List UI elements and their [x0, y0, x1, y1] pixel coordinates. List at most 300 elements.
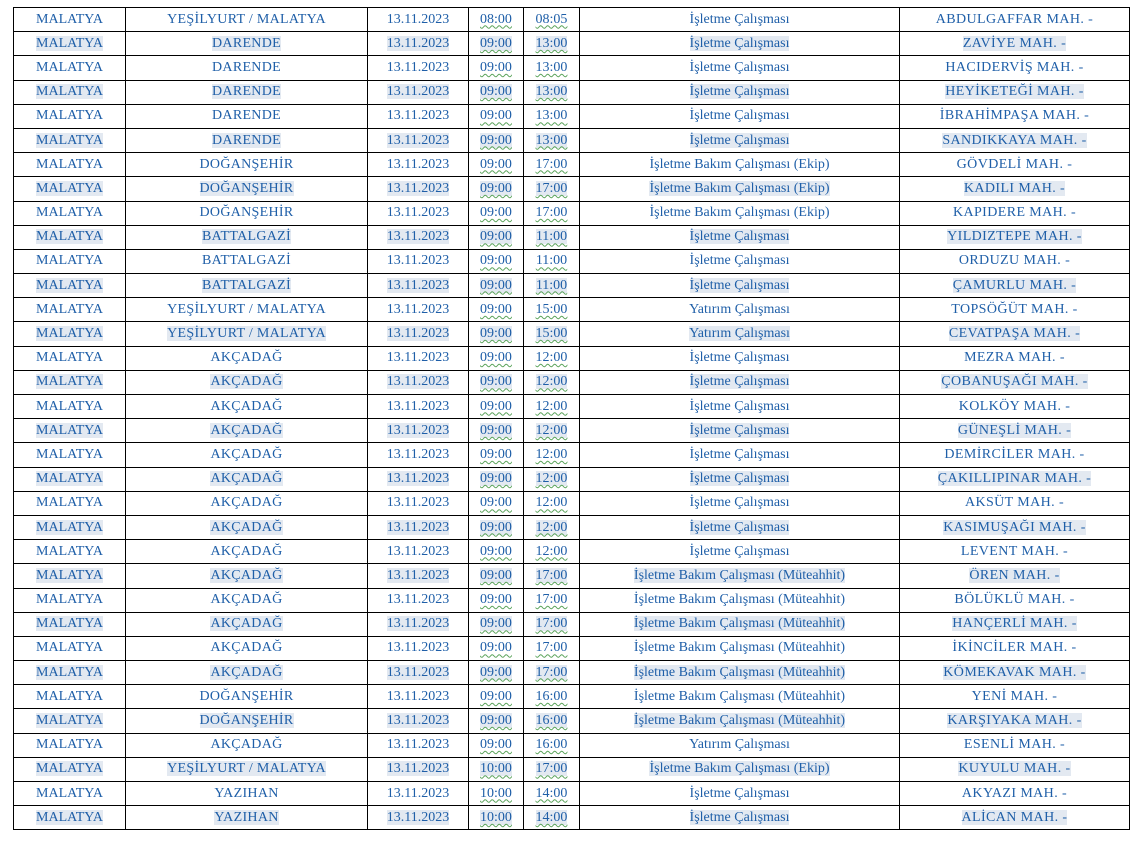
district-cell: [126, 346, 368, 370]
work-type-cell-text: İşletme Çalışması: [689, 398, 790, 414]
neighborhood-cell-text: İKİNCİLER MAH. -: [952, 640, 1077, 656]
city-cell-text: MALATYA: [36, 156, 103, 172]
work-type-cell: [580, 540, 900, 564]
neighborhood-cell: [900, 443, 1130, 467]
start-time-cell: [469, 298, 524, 322]
neighborhood-cell: [900, 322, 1130, 346]
date-cell: [368, 443, 469, 467]
neighborhood-cell-text: KARŞIYAKA MAH. -: [947, 713, 1082, 729]
date-cell: [368, 298, 469, 322]
table-row: [14, 467, 1130, 491]
city-cell: [14, 588, 126, 612]
city-cell: [14, 540, 126, 564]
end-time-cell: [524, 32, 580, 56]
end-time-cell-text: 14:00: [535, 785, 568, 801]
date-cell-text: 13.11.2023: [386, 180, 450, 196]
district-cell: [126, 128, 368, 152]
end-time-cell: [524, 395, 580, 419]
end-time-cell-text: 12:00: [535, 422, 568, 438]
district-cell-text: DARENDE: [212, 108, 281, 124]
work-type-cell-text: Yatırım Çalışması: [689, 326, 790, 342]
neighborhood-cell-text: ABDULGAFFAR MAH. -: [935, 11, 1094, 27]
table-row: [14, 201, 1130, 225]
table-row: [14, 56, 1130, 80]
work-type-cell: [580, 128, 900, 152]
end-time-cell-text: 11:00: [535, 277, 568, 293]
end-time-cell: [524, 540, 580, 564]
city-cell: [14, 177, 126, 201]
city-cell-text: MALATYA: [36, 543, 103, 559]
start-time-cell-text: 09:00: [480, 471, 512, 487]
district-cell: [126, 491, 368, 515]
end-time-cell: [524, 685, 580, 709]
work-type-cell: [580, 782, 900, 806]
date-cell: [368, 177, 469, 201]
start-time-cell: [469, 491, 524, 515]
district-cell: [126, 806, 368, 830]
table-row: [14, 128, 1130, 152]
start-time-cell: [469, 467, 524, 491]
district-cell: [126, 177, 368, 201]
end-time-cell: [524, 201, 580, 225]
work-type-cell-text: İşletme Çalışması: [689, 374, 790, 390]
start-time-cell-text: 09:00: [480, 326, 512, 342]
city-cell: [14, 346, 126, 370]
district-cell-text: AKÇADAĞ: [210, 737, 283, 753]
end-time-cell: [524, 443, 580, 467]
district-cell: [126, 782, 368, 806]
end-time-cell-text: 12:00: [535, 398, 568, 414]
end-time-cell: [524, 782, 580, 806]
work-type-cell-text: İşletme Çalışması: [689, 229, 790, 245]
work-type-cell-text: İşletme Bakım Çalışması (Müteahhit): [633, 640, 846, 656]
start-time-cell-text: 09:00: [480, 277, 512, 293]
start-time-cell-text: 09:00: [480, 398, 512, 414]
table-row: [14, 249, 1130, 273]
work-type-cell-text: İşletme Çalışması: [689, 495, 790, 511]
neighborhood-cell-text: KOLKÖY MAH. -: [958, 398, 1071, 414]
work-type-cell-text: İşletme Çalışması: [689, 35, 790, 51]
neighborhood-cell: [900, 32, 1130, 56]
date-cell-text: 13.11.2023: [386, 616, 450, 632]
date-cell-text: 13.11.2023: [386, 301, 450, 317]
start-time-cell: [469, 588, 524, 612]
district-cell: [126, 32, 368, 56]
district-cell-text: AKÇADAĞ: [210, 664, 283, 680]
city-cell-text: MALATYA: [36, 664, 103, 680]
neighborhood-cell-text: ORDUZU MAH. -: [958, 253, 1071, 269]
table-row: [14, 757, 1130, 781]
start-time-cell-text: 09:00: [480, 180, 512, 196]
date-cell: [368, 564, 469, 588]
start-time-cell: [469, 249, 524, 273]
work-type-cell: [580, 564, 900, 588]
table-row: [14, 274, 1130, 298]
date-cell-text: 13.11.2023: [386, 761, 450, 777]
neighborhood-cell-text: YILDIZTEPE MAH. -: [947, 229, 1082, 245]
work-type-cell: [580, 32, 900, 56]
city-cell-text: MALATYA: [36, 326, 103, 342]
district-cell-text: DOĞANŞEHİR: [199, 156, 294, 172]
date-cell: [368, 491, 469, 515]
end-time-cell-text: 12:00: [535, 471, 568, 487]
table-row: [14, 225, 1130, 249]
date-cell: [368, 515, 469, 539]
work-type-cell-text: İşletme Bakım Çalışması (Ekip): [649, 761, 830, 777]
work-type-cell-text: İşletme Çalışması: [689, 350, 790, 366]
date-cell-text: 13.11.2023: [386, 471, 450, 487]
end-time-cell-text: 17:00: [535, 156, 568, 172]
city-cell: [14, 370, 126, 394]
date-cell: [368, 757, 469, 781]
city-cell: [14, 298, 126, 322]
end-time-cell-text: 16:00: [535, 737, 568, 753]
end-time-cell-text: 12:00: [535, 519, 568, 535]
district-cell: [126, 419, 368, 443]
end-time-cell: [524, 225, 580, 249]
city-cell: [14, 225, 126, 249]
start-time-cell-text: 09:00: [480, 253, 512, 269]
start-time-cell-text: 10:00: [480, 809, 512, 825]
district-cell-text: DOĞANŞEHİR: [199, 180, 294, 196]
district-cell: [126, 8, 368, 32]
date-cell-text: 13.11.2023: [386, 156, 450, 172]
work-type-cell-text: İşletme Bakım Çalışması (Müteahhit): [633, 592, 846, 608]
start-time-cell: [469, 225, 524, 249]
city-cell-text: MALATYA: [36, 471, 103, 487]
date-cell: [368, 370, 469, 394]
city-cell: [14, 636, 126, 660]
date-cell: [368, 419, 469, 443]
neighborhood-cell-text: KUYULU MAH. -: [958, 761, 1071, 777]
work-type-cell: [580, 298, 900, 322]
table-row: [14, 636, 1130, 660]
neighborhood-cell: [900, 80, 1130, 104]
date-cell: [368, 153, 469, 177]
start-time-cell: [469, 612, 524, 636]
work-type-cell-text: İşletme Çalışması: [689, 11, 790, 27]
district-cell: [126, 588, 368, 612]
city-cell: [14, 201, 126, 225]
work-type-cell-text: İşletme Çalışması: [689, 543, 790, 559]
city-cell-text: MALATYA: [36, 253, 103, 269]
end-time-cell-text: 15:00: [535, 301, 568, 317]
date-cell: [368, 661, 469, 685]
district-cell-text: DARENDE: [212, 59, 281, 75]
district-cell-text: AKÇADAĞ: [210, 592, 283, 608]
neighborhood-cell: [900, 395, 1130, 419]
start-time-cell: [469, 636, 524, 660]
outage-table: [13, 7, 1130, 830]
end-time-cell: [524, 491, 580, 515]
table-row: [14, 395, 1130, 419]
district-cell: [126, 661, 368, 685]
table-row: [14, 709, 1130, 733]
district-cell-text: AKÇADAĞ: [210, 446, 283, 462]
work-type-cell: [580, 661, 900, 685]
end-time-cell: [524, 177, 580, 201]
neighborhood-cell: [900, 782, 1130, 806]
date-cell-text: 13.11.2023: [386, 785, 450, 801]
date-cell-text: 13.11.2023: [386, 519, 450, 535]
end-time-cell-text: 17:00: [535, 664, 568, 680]
end-time-cell: [524, 153, 580, 177]
end-time-cell: [524, 346, 580, 370]
work-type-cell: [580, 153, 900, 177]
city-cell-text: MALATYA: [36, 761, 103, 777]
district-cell: [126, 322, 368, 346]
neighborhood-cell: [900, 806, 1130, 830]
table-row: [14, 540, 1130, 564]
district-cell-text: AKÇADAĞ: [210, 350, 283, 366]
date-cell-text: 13.11.2023: [386, 35, 450, 51]
district-cell-text: AKÇADAĞ: [210, 495, 283, 511]
work-type-cell: [580, 201, 900, 225]
district-cell-text: YEŞİLYURT / MALATYA: [167, 301, 326, 317]
city-cell: [14, 806, 126, 830]
city-cell: [14, 443, 126, 467]
work-type-cell-text: İşletme Bakım Çalışması (Müteahhit): [633, 567, 846, 583]
neighborhood-cell-text: ZAVİYE MAH. -: [962, 35, 1067, 51]
city-cell: [14, 515, 126, 539]
neighborhood-cell: [900, 419, 1130, 443]
district-cell: [126, 540, 368, 564]
table-row: [14, 153, 1130, 177]
work-type-cell: [580, 346, 900, 370]
start-time-cell-text: 09:00: [480, 688, 512, 704]
district-cell: [126, 757, 368, 781]
date-cell: [368, 733, 469, 757]
end-time-cell: [524, 757, 580, 781]
end-time-cell-text: 13:00: [535, 132, 568, 148]
work-type-cell-text: İşletme Çalışması: [689, 422, 790, 438]
district-cell-text: AKÇADAĞ: [210, 519, 283, 535]
work-type-cell-text: İşletme Çalışması: [689, 84, 790, 100]
start-time-cell-text: 09:00: [480, 616, 512, 632]
city-cell: [14, 782, 126, 806]
neighborhood-cell-text: MEZRA MAH. -: [964, 350, 1065, 366]
neighborhood-cell: [900, 104, 1130, 128]
date-cell-text: 13.11.2023: [386, 422, 450, 438]
work-type-cell-text: İşletme Çalışması: [689, 132, 790, 148]
start-time-cell-text: 09:00: [480, 495, 512, 511]
neighborhood-cell-text: GÖVDELİ MAH. -: [956, 156, 1073, 172]
district-cell-text: YAZIHAN: [214, 809, 279, 825]
city-cell: [14, 612, 126, 636]
end-time-cell-text: 12:00: [535, 495, 568, 511]
table-row: [14, 32, 1130, 56]
start-time-cell: [469, 661, 524, 685]
start-time-cell: [469, 322, 524, 346]
district-cell-text: AKÇADAĞ: [210, 374, 283, 390]
work-type-cell-text: İşletme Çalışması: [689, 108, 790, 124]
work-type-cell: [580, 419, 900, 443]
city-cell-text: MALATYA: [36, 84, 103, 100]
city-cell: [14, 128, 126, 152]
work-type-cell-text: İşletme Çalışması: [689, 809, 790, 825]
table-row: [14, 733, 1130, 757]
work-type-cell-text: İşletme Bakım Çalışması (Ekip): [649, 156, 830, 172]
work-type-cell: [580, 249, 900, 273]
district-cell-text: BATTALGAZİ: [202, 229, 291, 245]
neighborhood-cell: [900, 298, 1130, 322]
start-time-cell: [469, 685, 524, 709]
neighborhood-cell: [900, 612, 1130, 636]
table-row: [14, 806, 1130, 830]
date-cell-text: 13.11.2023: [386, 374, 450, 390]
city-cell-text: MALATYA: [36, 350, 103, 366]
end-time-cell-text: 12:00: [535, 350, 568, 366]
date-cell: [368, 685, 469, 709]
end-time-cell: [524, 322, 580, 346]
start-time-cell: [469, 56, 524, 80]
neighborhood-cell: [900, 564, 1130, 588]
city-cell-text: MALATYA: [36, 785, 103, 801]
start-time-cell: [469, 153, 524, 177]
end-time-cell-text: 17:00: [535, 640, 568, 656]
work-type-cell: [580, 56, 900, 80]
start-time-cell: [469, 346, 524, 370]
end-time-cell-text: 17:00: [535, 567, 568, 583]
end-time-cell: [524, 515, 580, 539]
work-type-cell-text: İşletme Çalışması: [689, 253, 790, 269]
district-cell-text: YEŞİLYURT / MALATYA: [167, 11, 326, 27]
start-time-cell: [469, 177, 524, 201]
neighborhood-cell-text: İBRAHİMPAŞA MAH. -: [939, 108, 1090, 124]
date-cell: [368, 612, 469, 636]
date-cell-text: 13.11.2023: [386, 688, 450, 704]
date-cell-text: 13.11.2023: [386, 59, 450, 75]
work-type-cell: [580, 225, 900, 249]
neighborhood-cell-text: HEYİKETEĞİ MAH. -: [945, 84, 1084, 100]
end-time-cell: [524, 80, 580, 104]
date-cell: [368, 467, 469, 491]
neighborhood-cell-text: CEVATPAŞA MAH. -: [948, 326, 1081, 342]
neighborhood-cell-text: KAPIDERE MAH. -: [952, 205, 1077, 221]
work-type-cell: [580, 733, 900, 757]
work-type-cell: [580, 8, 900, 32]
table-row: [14, 491, 1130, 515]
date-cell: [368, 32, 469, 56]
city-cell-text: MALATYA: [36, 374, 103, 390]
district-cell-text: DOĞANŞEHİR: [199, 713, 294, 729]
district-cell-text: DOĞANŞEHİR: [199, 688, 294, 704]
work-type-cell: [580, 443, 900, 467]
table-row: [14, 443, 1130, 467]
neighborhood-cell: [900, 588, 1130, 612]
date-cell-text: 13.11.2023: [386, 640, 450, 656]
date-cell-text: 13.11.2023: [386, 350, 450, 366]
city-cell-text: MALATYA: [36, 446, 103, 462]
district-cell-text: AKÇADAĞ: [210, 471, 283, 487]
district-cell: [126, 80, 368, 104]
district-cell: [126, 201, 368, 225]
end-time-cell: [524, 636, 580, 660]
table-row: [14, 322, 1130, 346]
district-cell-text: DARENDE: [212, 132, 281, 148]
end-time-cell: [524, 588, 580, 612]
start-time-cell: [469, 806, 524, 830]
work-type-cell: [580, 274, 900, 298]
start-time-cell-text: 09:00: [480, 229, 512, 245]
start-time-cell-text: 09:00: [480, 446, 512, 462]
city-cell-text: MALATYA: [36, 422, 103, 438]
city-cell-text: MALATYA: [36, 688, 103, 704]
date-cell: [368, 56, 469, 80]
start-time-cell-text: 09:00: [480, 737, 512, 753]
city-cell: [14, 685, 126, 709]
district-cell: [126, 685, 368, 709]
end-time-cell-text: 12:00: [535, 446, 568, 462]
end-time-cell: [524, 370, 580, 394]
date-cell-text: 13.11.2023: [386, 132, 450, 148]
neighborhood-cell-text: KÖMEKAVAK MAH. -: [943, 664, 1086, 680]
work-type-cell: [580, 757, 900, 781]
start-time-cell: [469, 32, 524, 56]
table-row: [14, 685, 1130, 709]
work-type-cell: [580, 80, 900, 104]
date-cell: [368, 709, 469, 733]
neighborhood-cell-text: SANDIKKAYA MAH. -: [942, 132, 1087, 148]
neighborhood-cell: [900, 733, 1130, 757]
start-time-cell-text: 09:00: [480, 108, 512, 124]
start-time-cell: [469, 80, 524, 104]
neighborhood-cell: [900, 153, 1130, 177]
neighborhood-cell: [900, 225, 1130, 249]
date-cell: [368, 8, 469, 32]
end-time-cell: [524, 661, 580, 685]
district-cell: [126, 636, 368, 660]
date-cell-text: 13.11.2023: [386, 253, 450, 269]
work-type-cell-text: İşletme Bakım Çalışması (Ekip): [649, 205, 830, 221]
district-cell-text: AKÇADAĞ: [210, 398, 283, 414]
date-cell: [368, 782, 469, 806]
work-type-cell-text: İşletme Çalışması: [689, 471, 790, 487]
neighborhood-cell-text: LEVENT MAH. -: [960, 543, 1069, 559]
work-type-cell-text: İşletme Çalışması: [689, 785, 790, 801]
neighborhood-cell: [900, 709, 1130, 733]
end-time-cell: [524, 298, 580, 322]
start-time-cell-text: 09:00: [480, 301, 512, 317]
city-cell-text: MALATYA: [36, 108, 103, 124]
city-cell: [14, 661, 126, 685]
district-cell-text: YEŞİLYURT / MALATYA: [167, 326, 326, 342]
district-cell-text: DARENDE: [212, 35, 281, 51]
end-time-cell-text: 16:00: [535, 688, 568, 704]
start-time-cell: [469, 201, 524, 225]
district-cell: [126, 153, 368, 177]
city-cell-text: MALATYA: [36, 229, 103, 245]
city-cell: [14, 56, 126, 80]
work-type-cell-text: İşletme Çalışması: [689, 519, 790, 535]
date-cell-text: 13.11.2023: [386, 543, 450, 559]
start-time-cell-text: 09:00: [480, 35, 512, 51]
district-cell: [126, 104, 368, 128]
neighborhood-cell: [900, 540, 1130, 564]
work-type-cell: [580, 685, 900, 709]
district-cell: [126, 274, 368, 298]
date-cell: [368, 201, 469, 225]
work-type-cell: [580, 322, 900, 346]
district-cell-text: BATTALGAZİ: [202, 277, 291, 293]
work-type-cell-text: İşletme Çalışması: [689, 446, 790, 462]
date-cell: [368, 395, 469, 419]
district-cell: [126, 467, 368, 491]
work-type-cell: [580, 612, 900, 636]
date-cell: [368, 225, 469, 249]
work-type-cell: [580, 467, 900, 491]
neighborhood-cell: [900, 636, 1130, 660]
